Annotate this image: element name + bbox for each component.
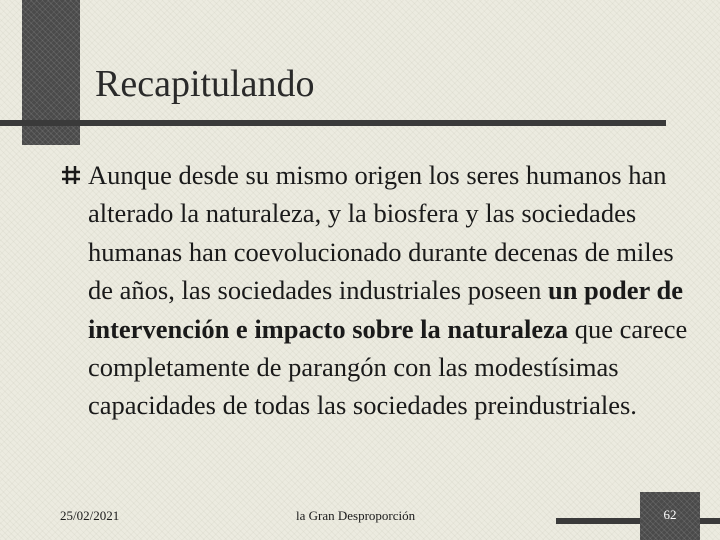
slide-body-text [88,156,688,425]
body-text-part1: Aunque desde su mismo origen los seres humanos han alterado la naturaleza, y la biosfera y las sociedades humanas han coevolucionado durante decenas de miles de años, las sociedades industriales poseen [88,160,674,306]
title-rule [0,120,666,126]
footer-date: 25/02/2021 [60,508,120,523]
footer-title: la Gran Desproporción [296,508,416,523]
page-number: 62 [663,507,677,522]
body-text-emphasis: un poder de intervención e impacto sobre la naturaleza [88,275,683,344]
slide-title: Recapitulando [95,63,315,105]
hash-bullet-icon [60,164,82,186]
body-text-part2: que carece completamente de parangón con las modestísimas capacidades de todas las sociedades preindustriales. [88,313,688,421]
